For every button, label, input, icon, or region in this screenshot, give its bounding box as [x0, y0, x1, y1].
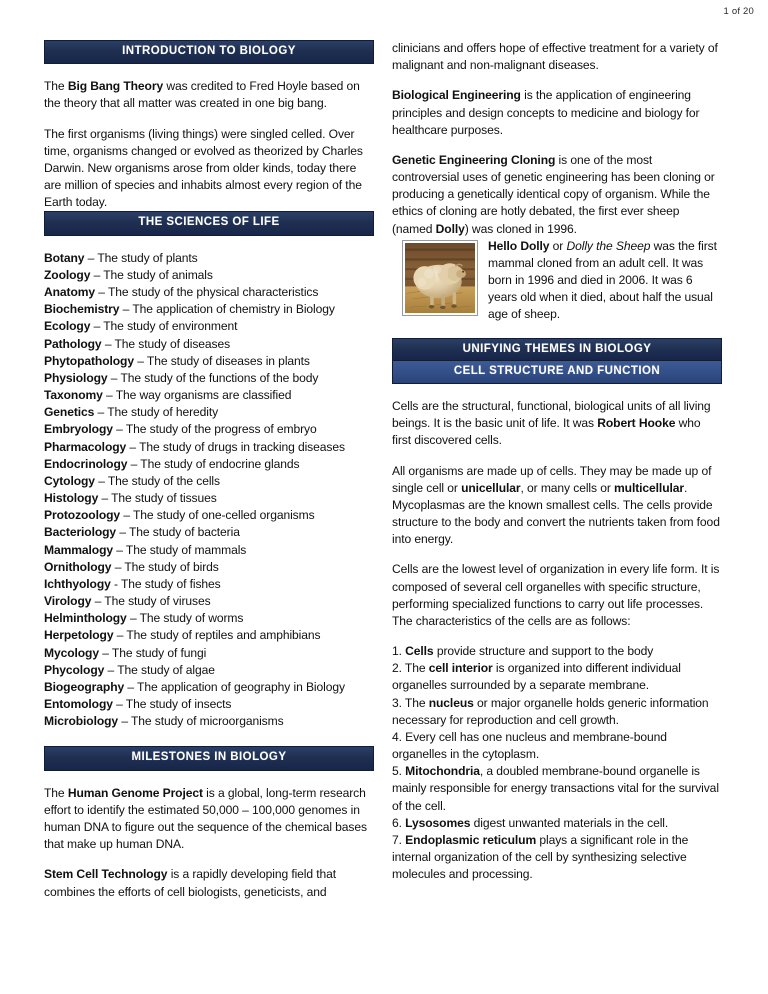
text-run: 5. — [392, 764, 406, 779]
paragraph — [392, 87, 722, 139]
text-run: The — [44, 785, 68, 800]
text-run: 2. The — [392, 661, 429, 676]
text-run: Robert Hooke — [597, 416, 676, 431]
characteristic-item — [392, 643, 722, 660]
science-term: Embryology — [44, 422, 113, 437]
sciences-of-life-list — [44, 250, 374, 731]
paragraph — [392, 398, 722, 450]
text-run: Lysosomes — [405, 815, 471, 830]
text-run: All organisms are made up of cells. They may be made up of single cell or — [392, 463, 712, 495]
text-run: , a doubled membrane-bound organelle is mainly responsible for energy transactions vital for the survival of the cell. — [392, 764, 719, 813]
science-definition: – The study of environment — [90, 319, 238, 334]
science-term: Histology — [44, 491, 99, 506]
science-list-item — [44, 301, 374, 318]
science-definition: – The study of birds — [111, 559, 219, 574]
science-definition: – The study of the functions of the body — [107, 370, 319, 385]
science-definition: – The study of heredity — [94, 405, 219, 420]
science-definition: – The way organisms are classified — [102, 388, 292, 403]
science-list-item — [44, 404, 374, 421]
text-run: . Mycoplasmas are the known smallest cells. The cells provide structure to the body and convert the nutrients taken from food into energy. — [392, 480, 720, 547]
science-list-item — [44, 456, 374, 473]
text-run: Dolly — [435, 221, 465, 236]
section-banner-introduction-label: INTRODUCTION TO BIOLOGY — [122, 45, 296, 57]
text-run: Endoplasmic reticulum — [405, 832, 537, 847]
science-list-item — [44, 267, 374, 284]
science-definition: – The study of algae — [104, 662, 215, 677]
science-term: Biochemistry — [44, 302, 120, 317]
science-definition: – The study of diseases in plants — [133, 353, 310, 368]
characteristics-intro: The characteristics of the cells are as follows: — [392, 613, 631, 628]
text-run: 3. The — [392, 695, 429, 710]
text-run: or — [549, 238, 567, 253]
text-run: The first organisms (living things) were singled celled. Over time, organisms changed or evolved as theorized by Charles Darwin. New organisms arose from older kinds, today there are million of species and inhabits almost every region of the Earth today. — [44, 126, 363, 210]
text-run: is one of the most controversial uses of genetic engineering has been cloning or producing a genetically identical copy of organism. While the ethics of cloning are hotly debated, the first ever sheep (named — [392, 152, 715, 236]
science-list-item — [44, 679, 374, 696]
science-list-item — [44, 542, 374, 559]
science-term: Biogeography — [44, 679, 125, 694]
text-run: multicellular — [614, 480, 684, 495]
paragraph — [44, 78, 374, 112]
paragraph — [44, 126, 374, 212]
science-definition: – The application of chemistry in Biology — [119, 302, 335, 317]
science-list-item — [44, 593, 374, 610]
science-definition: – The study of worms — [126, 611, 244, 626]
paragraph — [44, 866, 374, 900]
continued-paragraphs — [392, 40, 722, 238]
science-list-item — [44, 524, 374, 541]
cell-paragraphs — [392, 398, 722, 613]
science-list-item — [44, 353, 374, 370]
text-run: or major organelle holds generic information necessary for reproduction and cell growth. — [392, 695, 709, 727]
science-definition: – The study of one-celled organisms — [120, 508, 315, 523]
text-run: Genetic Engineering Cloning — [392, 152, 556, 167]
science-term: Pathology — [44, 336, 102, 351]
text-run: was credited to Fred Hoyle based on the theory that all matter was created in one big bang. — [44, 79, 360, 111]
science-term: Ornithology — [44, 559, 112, 574]
science-list-item — [44, 387, 374, 404]
science-list-item — [44, 318, 374, 335]
science-term: Physiology — [44, 370, 108, 385]
science-term: Protozoology — [44, 508, 121, 523]
dolly-figure-block — [392, 238, 722, 324]
section-banner-unifying-themes — [392, 338, 722, 384]
science-list-item — [44, 559, 374, 576]
science-definition: – The study of fungi — [98, 645, 207, 660]
section-banner-milestones-label: MILESTONES IN BIOLOGY — [131, 751, 287, 764]
text-run: is a global, long-term research effort to identify the estimated 50,000 – 100,000 genomes in human DNA to figure out the sequence of the chemical bases that make up human DNA. — [44, 785, 367, 852]
science-list-item — [44, 696, 374, 713]
characteristic-item — [392, 815, 722, 832]
science-list-item — [44, 490, 374, 507]
science-term: Mammalogy — [44, 542, 113, 557]
science-term: Taxonomy — [44, 388, 103, 403]
section-banner-cell-structure-row2 — [393, 360, 721, 383]
science-term: Phytopathology — [44, 353, 134, 368]
science-list-item — [44, 370, 374, 387]
characteristic-item — [392, 763, 722, 815]
text-run: is the application of engineering principles and design concepts to medicine and biology for healthcare purposes. — [392, 88, 700, 137]
science-term: Herpetology — [44, 628, 114, 643]
science-definition: – The study of endocrine glands — [127, 456, 300, 471]
science-term: Ecology — [44, 319, 91, 334]
science-list-item — [44, 627, 374, 644]
science-term: Microbiology — [44, 714, 119, 729]
science-definition: – The study of microorganisms — [118, 714, 284, 729]
science-definition: – The study of drugs in tracking diseases — [126, 439, 345, 454]
science-term: Cytology — [44, 473, 95, 488]
characteristic-item — [392, 832, 722, 884]
science-definition: – The application of geography in Biology — [124, 679, 345, 694]
science-list-item — [44, 576, 374, 593]
science-term: Phycology — [44, 662, 105, 677]
text-run: 7. — [392, 832, 406, 847]
science-term: Helminthology — [44, 611, 127, 626]
text-run: Big Bang Theory — [67, 79, 164, 94]
text-run: Cells are the lowest level of organization in every life form. It is composed of several cell organelles with specific structure, performing specialized functions to carry out life processes. — [392, 562, 720, 611]
milestones-paragraphs — [44, 785, 374, 901]
page-number: 1 of 20 — [723, 6, 754, 17]
science-definition: - The study of fishes — [110, 576, 221, 591]
paragraph — [392, 561, 722, 613]
text-run: plays a significant role in the internal organization of the cell by synthesizing selective molecules and processing. — [392, 832, 689, 882]
section-banner-introduction — [44, 40, 374, 64]
paragraph — [392, 463, 722, 549]
dolly-the-sheep-photo — [405, 243, 475, 313]
science-term: Genetics — [44, 405, 95, 420]
right-column — [392, 40, 722, 901]
text-run: clinicians and offers hope of effective treatment for a variety of malignant and non-malignant diseases. — [392, 41, 718, 73]
science-term: Mycology — [44, 645, 99, 660]
science-definition: – The study of the physical characteristics — [95, 284, 319, 299]
science-list-item — [44, 250, 374, 267]
characteristic-item — [392, 695, 722, 729]
characteristic-item — [392, 729, 722, 763]
science-term: Endocrinology — [44, 456, 128, 471]
section-banner-milestones — [44, 746, 374, 770]
science-list-item — [44, 421, 374, 438]
science-term: Zoology — [44, 267, 91, 282]
two-column-layout — [0, 40, 768, 901]
text-run: Cells — [405, 644, 434, 659]
science-term: Entomology — [44, 697, 113, 712]
text-run: cell interior — [428, 661, 493, 676]
text-run: is organized into different individual organelles surrounded by a separate membrane. — [392, 661, 681, 693]
text-run: provide structure and support to the body — [433, 644, 654, 659]
dolly-caption — [488, 238, 722, 324]
science-list-item — [44, 645, 374, 662]
science-list-item — [44, 610, 374, 627]
science-definition: – The study of tissues — [98, 491, 217, 506]
text-run: is a rapidly developing field that combines the efforts of cell biologists, geneticists, and — [44, 867, 337, 899]
science-definition: – The study of plants — [84, 250, 198, 265]
science-definition: – The study of the progress of embryo — [112, 422, 317, 437]
science-definition: – The study of bacteria — [116, 525, 240, 540]
intro-paragraphs — [44, 78, 374, 211]
cell-characteristics-list — [392, 643, 722, 883]
science-term: Bacteriology — [44, 525, 117, 540]
text-run: 1. — [392, 644, 406, 659]
science-term: Pharmacology — [44, 439, 127, 454]
science-term: Virology — [44, 594, 92, 609]
text-run: 6. — [392, 815, 406, 830]
text-run: Stem Cell Technology — [44, 867, 168, 882]
science-definition: – The study of the cells — [94, 473, 220, 488]
science-list-item — [44, 713, 374, 730]
text-run: Human Genome Project — [67, 785, 203, 800]
text-run: who first discovered cells. — [392, 416, 701, 448]
text-run: ) was cloned in 1996. — [464, 221, 577, 236]
left-column — [44, 40, 374, 901]
section-banner-sciences-of-life — [44, 211, 374, 235]
science-definition: – The study of insects — [112, 697, 232, 712]
science-term: Ichthyology — [44, 576, 111, 591]
text-run: Biological Engineering — [392, 88, 521, 103]
science-definition: – The study of viruses — [91, 594, 211, 609]
text-run: Mitochondria — [405, 764, 480, 779]
section-banner-unifying-themes-row1 — [393, 339, 721, 360]
science-list-item — [44, 439, 374, 456]
science-definition: – The study of mammals — [113, 542, 247, 557]
science-term: Botany — [44, 250, 85, 265]
paragraph — [44, 785, 374, 854]
text-run: Cells are the structural, functional, biological units of all living beings. It is the basic unit of life. It was — [392, 399, 711, 431]
science-definition: – The study of reptiles and amphibians — [113, 628, 321, 643]
text-run: , or many cells or — [520, 480, 615, 495]
science-definition: – The study of diseases — [101, 336, 231, 351]
characteristic-item — [392, 660, 722, 694]
section-banner-unifying-themes-label: UNIFYING THEMES IN BIOLOGY — [462, 342, 652, 355]
text-run: was the first mammal cloned from an adult cell. It was born in 1996 and died in 2006. It was 6 years old when it died, about half the usual age of sheep. — [488, 238, 717, 322]
science-list-item — [44, 473, 374, 490]
dolly-the-sheep-image-frame — [402, 240, 478, 316]
text-run: digest unwanted materials in the cell. — [470, 815, 669, 830]
text-run: The — [44, 79, 68, 94]
paragraph — [392, 152, 722, 238]
science-list-item — [44, 284, 374, 301]
text-run: Hello Dolly — [488, 238, 550, 253]
text-run: nucleus — [428, 695, 474, 710]
text-run: Dolly the Sheep — [566, 238, 651, 253]
science-list-item — [44, 336, 374, 353]
text-run: unicellular — [461, 480, 521, 495]
science-list-item — [44, 662, 374, 679]
text-run: 4. Every cell has one nucleus and membrane-bound organelles in the cytoplasm. — [392, 729, 667, 762]
section-banner-sciences-of-life-label: THE SCIENCES OF LIFE — [138, 216, 280, 229]
science-list-item — [44, 507, 374, 524]
paragraph — [392, 40, 722, 74]
section-banner-cell-structure-label: CELL STRUCTURE AND FUNCTION — [453, 364, 661, 377]
science-term: Anatomy — [44, 284, 96, 299]
science-definition: – The study of animals — [90, 267, 213, 282]
